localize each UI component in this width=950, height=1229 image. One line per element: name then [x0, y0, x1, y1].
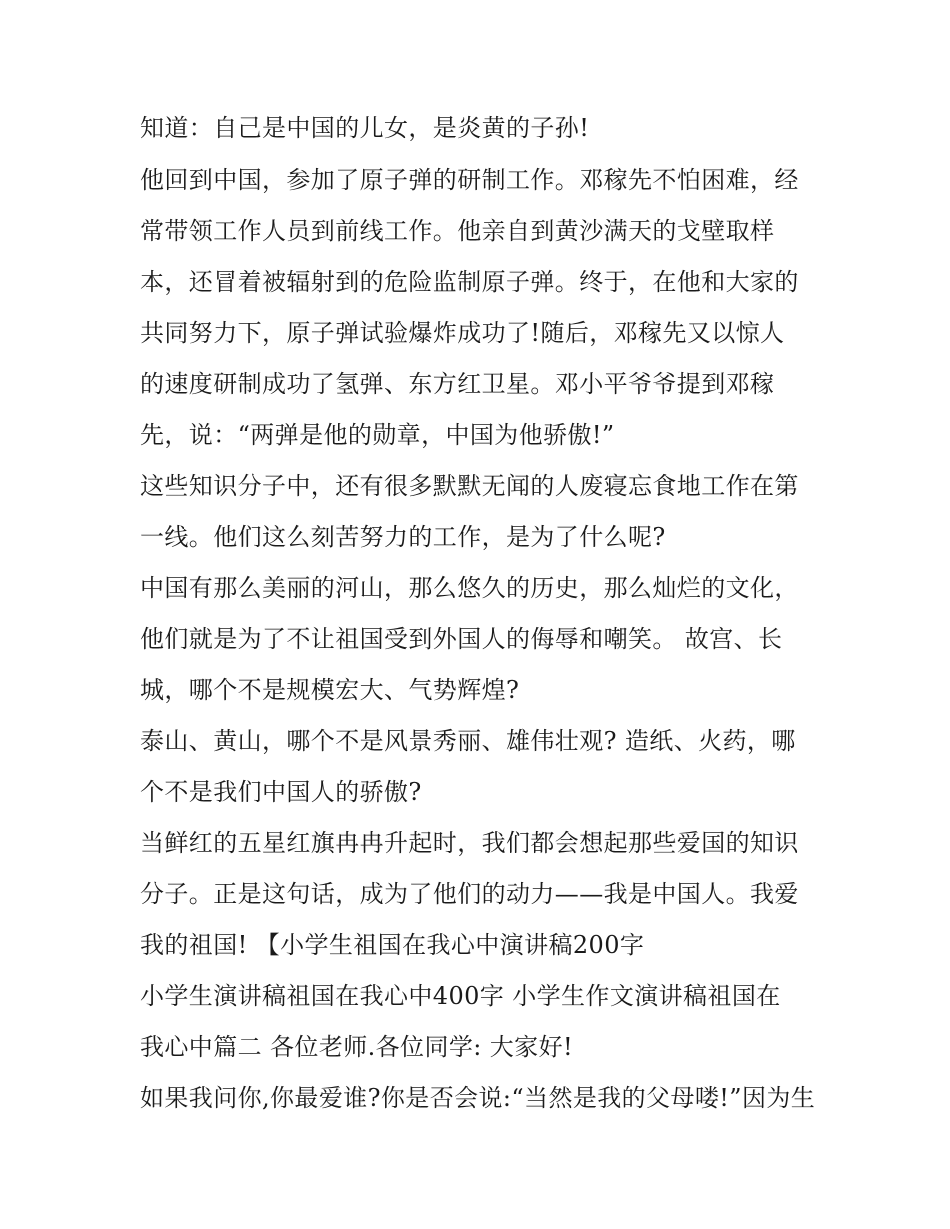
text-line: 知道：自己是中国的儿女，是炎黄的子孙! [140, 114, 590, 142]
text-line: 本，还冒着被辐射到的危险监制原子弹。终于，在他和大家的 [140, 268, 799, 296]
text-line: 这些知识分子中，还有很多默默无闻的人废寝忘食地工作在第 [140, 472, 799, 500]
text-line: 他们就是为了不让祖国受到外国人的侮辱和嘲笑。 故宫、长 [140, 625, 783, 653]
text-line: 小学生演讲稿祖国在我心中400字 小学生作文演讲稿祖国在 [140, 982, 781, 1010]
text-line: 泰山、黄山，哪个不是风景秀丽、雄伟壮观? 造纸、火药，哪 [140, 727, 796, 755]
text-line: 分子。正是这句话，成为了他们的动力——我是中国人。我爱 [140, 880, 799, 908]
text-line: 的速度研制成功了氢弹、东方红卫星。邓小平爷爷提到邓稼 [140, 370, 775, 398]
text-line: 中国有那么美丽的河山，那么悠久的历史，那么灿烂的文化， [140, 574, 799, 602]
text-line: 个不是我们中国人的骄傲? [140, 778, 422, 806]
text-line: 共同努力下，原子弹试验爆炸成功了!随后，邓稼先又以惊人 [140, 319, 785, 347]
text-line: 当鲜红的五星红旗冉冉升起时，我们都会想起那些爱国的知识 [140, 829, 799, 857]
text-line: 如果我问你,你最爱谁?你是否会说:“当然是我的父母喽!”因为生 [140, 1084, 816, 1112]
text-line: 他回到中国，参加了原子弹的研制工作。邓稼先不怕困难，经 [140, 166, 799, 194]
text-line: 常带领工作人员到前线工作。他亲自到黄沙满天的戈壁取样 [140, 217, 775, 245]
text-line: 我的祖国! 【小学生祖国在我心中演讲稿200字 [140, 931, 645, 959]
text-line: 城，哪个不是规模宏大、气势辉煌? [140, 676, 520, 704]
text-line: 先，说：“两弹是他的勋章，中国为他骄傲!” [140, 421, 615, 449]
text-line: 我心中篇二 各位老师.各位同学: 大家好! [140, 1033, 574, 1061]
text-line: 一线。他们这么刻苦努力的工作，是为了什么呢? [140, 523, 666, 551]
